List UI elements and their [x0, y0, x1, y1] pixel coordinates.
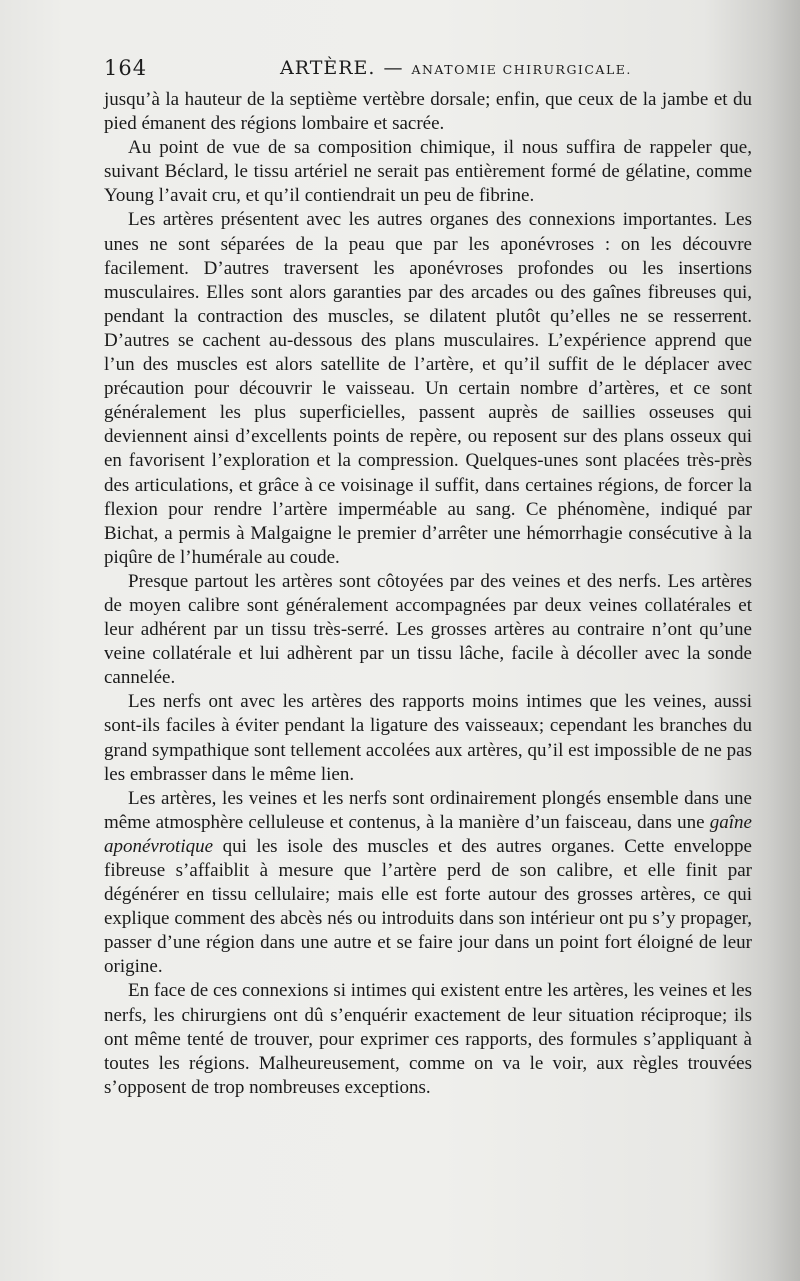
paragraph-sheath: [104, 787, 752, 980]
paragraph-chemical-composition: Au point de vue de sa composition chimique, il nous suffira de rappeler que, suivant Béclard, le tissu artériel ne serait pas entièrement formé de gélatine, comme Young l’avait cru, et qu’il contiendrait un peu de fibrine.: [104, 137, 752, 207]
sheath-emphasis: gaîne aponévrotique: [104, 811, 752, 857]
page-number: 164: [104, 56, 148, 80]
sheath-text-before: Les artères, les veines et les nerfs sont ordinairement plongés ensemble dans une même atmosphère celluleuse et contenus, à la manière d’un faisceau, dans une: [104, 787, 752, 833]
running-title-main: ARTÈRE.: [280, 57, 376, 79]
body-text: [104, 88, 752, 1100]
running-title-dash: —: [383, 57, 404, 79]
running-title-sub: ANATOMIE CHIRURGICALE.: [411, 62, 632, 77]
paragraph-veins-nerves: Presque partout les artères sont côtoyées par des veines et des nerfs. Les artères de moyen calibre sont généralement accompagnées par deux veines collatérales et leur adhérent par un tissu très-serré. Les grosses artères au contraire n’ont qu’une veine collatérale et lui adhèrent par un tissu lâche, facile à décoller avec la sonde cannelée.: [104, 570, 752, 689]
paragraph-nerves: Les nerfs ont avec les artères des rapports moins intimes que les veines, aussi sont-ils faciles à éviter pendant la ligature des vaisseaux; cependant les branches du grand sympathique sont tellement accolées aux artères, qu’il est impossible de ne pas les embrasser dans le même lien.: [104, 691, 752, 785]
paragraph-connections: Les artères présentent avec les autres organes des connexions importantes. Les unes ne sont séparées de la peau que par les aponévroses : on les découvre facilement. D’autres traversent les aponévroses profondes ou les insertions musculaires. Elles sont alors garanties par des arcades ou des gaînes fibreuses qui, pendant la contraction des muscles, se dilatent plutôt qu’elles ne se resserrent. D’autres se cachent au-dessous des plans musculaires. L’expérience apprend que l’un des muscles est alors satellite de l’artère, et qu’il suffit de le déplacer avec précaution pour découvrir le vaisseau. Un certain nombre d’artères, et ce sont généralement les plus superficielles, passent auprès de saillies osseuses qui deviennent ainsi d’excellents points de repère, ou reposent sur des plans osseux qui en favorisent l’exploration et la compression. Quelques-unes sont placées très-près des articulations, et grâce à ce voisinage il suffit, dans certaines régions, de forcer la flexion pour rendre l’artère imperméable au sang. Ce phénomène, indiqué par Bichat, a permis à Malgaigne le premier d’arrêter une hémorrhagie consécutive à la piqûre de l’humérale au coude.: [104, 209, 752, 568]
paragraph-continuation: jusqu’à la hauteur de la septième vertèbre dorsale; enfin, que ceux de la jambe et du pied émanent des régions lombaire et sacrée.: [104, 89, 752, 135]
paragraph-surgeons: En face de ces connexions si intimes qui existent entre les artères, les veines et les nerfs, les chirurgiens ont dû s’enquérir exactement de leur situation réciproque; ils ont même tenté de trouver, pour exprimer ces rapports, des formules s’appliquant à toutes les régions. Malheureusement, comme on va le voir, aux règles trouvées s’opposent de trop nombreuses exceptions.: [104, 980, 752, 1098]
running-header: [104, 56, 744, 86]
sheath-text-after: qui les isole des muscles et des autres organes. Cette enveloppe fibreuse s’affaiblit à mesure que l’artère perd de son calibre, et elle finit par dégénérer en tissu cellulaire; mais elle est forte autour des grosses artères, ce qui explique comment des abcès nés ou introduits dans son intérieur ont pu s’y propager, passer d’une région dans une autre et se faire jour dans un point fort éloigné de leur origine.: [104, 835, 752, 978]
running-title: [280, 57, 632, 79]
